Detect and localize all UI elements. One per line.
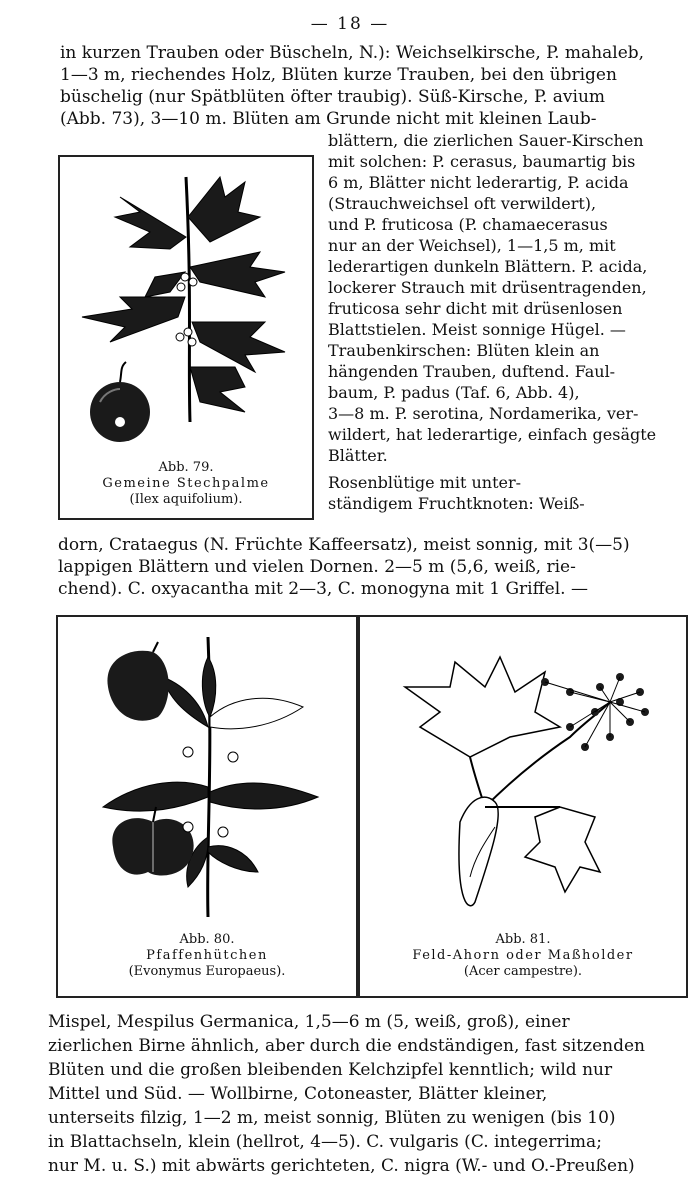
figure-81 xyxy=(358,615,688,998)
maple-illustration xyxy=(360,617,686,927)
text-line: Rosenblütige mit unter- xyxy=(328,473,522,492)
text-line: ständigem Fruchtknoten: Weiß- xyxy=(328,494,585,513)
text-line: und P. fruticosa (P. chamaecerasus xyxy=(328,215,608,234)
text-line: zierlichen Birne ähnlich, aber durch die endständigen, fast sitzenden xyxy=(48,1036,646,1056)
text-line: büschelig (nur Spätblüten öfter traubig). Süß-Kirsche, P. avium xyxy=(60,87,606,107)
figure-latin-name: (Ilex aquifolium). xyxy=(129,492,243,507)
text-line: lederartigen dunkeln Blättern. P. acida, xyxy=(328,257,648,276)
text-line: (Strauchweichsel oft verwildert), xyxy=(328,194,597,213)
figure-name: Pfaffenhütchen xyxy=(146,948,268,963)
figure-number: Abb. 80. xyxy=(179,932,235,947)
text-line: Mittel und Süd. — Wollbirne, Cotoneaster, Blätter kleiner, xyxy=(48,1084,548,1104)
text-line: hängenden Trauben, duftend. Faul- xyxy=(328,362,616,381)
figure-latin-name: (Evonymus Europaeus). xyxy=(128,964,286,979)
text-line: chend). C. oxyacantha mit 2—3, C. monogyna mit 1 Griffel. — xyxy=(58,579,588,599)
figure-name: Gemeine Stechpalme xyxy=(102,476,270,491)
figure-80-caption xyxy=(58,932,356,980)
text-line: nur M. u. S.) mit abwärts gerichteten, C. nigra (W.- und O.-Preußen) xyxy=(48,1156,635,1176)
paragraph-top xyxy=(60,42,688,130)
page-number: — 18 — xyxy=(310,14,390,34)
text-line: blättern, die zierlichen Sauer-Kirschen xyxy=(328,131,644,150)
text-line: Blüten und die großen bleibenden Kelchzipfel kenntlich; wild nur xyxy=(48,1060,613,1080)
text-line: unterseits filzig, 1—2 m, meist sonnig, Blüten zu wenigen (bis 10) xyxy=(48,1108,616,1128)
text-line: lockerer Strauch mit drüsentragenden, xyxy=(328,278,647,297)
text-line: Mispel, Mespilus Germanica, 1,5—6 m (5, weiß, groß), einer xyxy=(48,1012,570,1032)
text-line: nur an der Weichsel), 1—1,5 m, mit xyxy=(328,236,616,255)
text-line: in Blattachseln, klein (hellrot, 4—5). C. vulgaris (C. integerrima; xyxy=(48,1132,602,1152)
text-line: wildert, hat lederartige, einfach gesägte xyxy=(328,425,657,444)
text-line: 1—3 m, riechendes Holz, Blüten kurze Trauben, bei den übrigen xyxy=(60,65,617,85)
text-line: baum, P. padus (Taf. 6, Abb. 4), xyxy=(328,383,580,402)
holly-illustration xyxy=(60,157,312,457)
text-line: lappigen Blättern und vielen Dornen. 2—5 m (5,6, weiß, rie- xyxy=(58,557,576,577)
figure-name: Feld-Ahorn oder Maßholder xyxy=(412,948,634,963)
figure-81-caption xyxy=(360,932,686,980)
figure-79-caption xyxy=(60,460,312,508)
text-line: 3—8 m. P. serotina, Nordamerika, ver- xyxy=(328,404,639,423)
text-line: Blätter. xyxy=(328,446,388,465)
text-line: 6 m, Blätter nicht lederartig, P. acida xyxy=(328,173,629,192)
text-line: Traubenkirschen: Blüten klein an xyxy=(328,341,600,360)
text-line: mit solchen: P. cerasus, baumartig bis xyxy=(328,152,636,171)
figure-number: Abb. 81. xyxy=(495,932,551,947)
paragraph-mid xyxy=(58,534,688,600)
text-line: (Abb. 73), 3—10 m. Blüten am Grunde nicht mit kleinen Laub- xyxy=(60,109,597,129)
text-line: dorn, Crataegus (N. Früchte Kaffeersatz), meist sonnig, mit 3(—5) xyxy=(58,535,630,555)
text-line: in kurzen Trauben oder Büscheln, N.): Weichselkirsche, P. mahaleb, xyxy=(60,43,645,63)
figure-79 xyxy=(58,155,314,520)
paragraph-bottom xyxy=(48,1010,688,1178)
figure-latin-name: (Acer campestre). xyxy=(463,964,583,979)
paragraph-side xyxy=(328,130,686,514)
text-line: fruticosa sehr dicht mit drüsenlosen xyxy=(328,299,623,318)
figure-80 xyxy=(56,615,358,998)
figure-number: Abb. 79. xyxy=(158,460,214,475)
spindle-illustration xyxy=(58,617,356,927)
text-line: Blattstielen. Meist sonnige Hügel. — xyxy=(328,320,626,339)
